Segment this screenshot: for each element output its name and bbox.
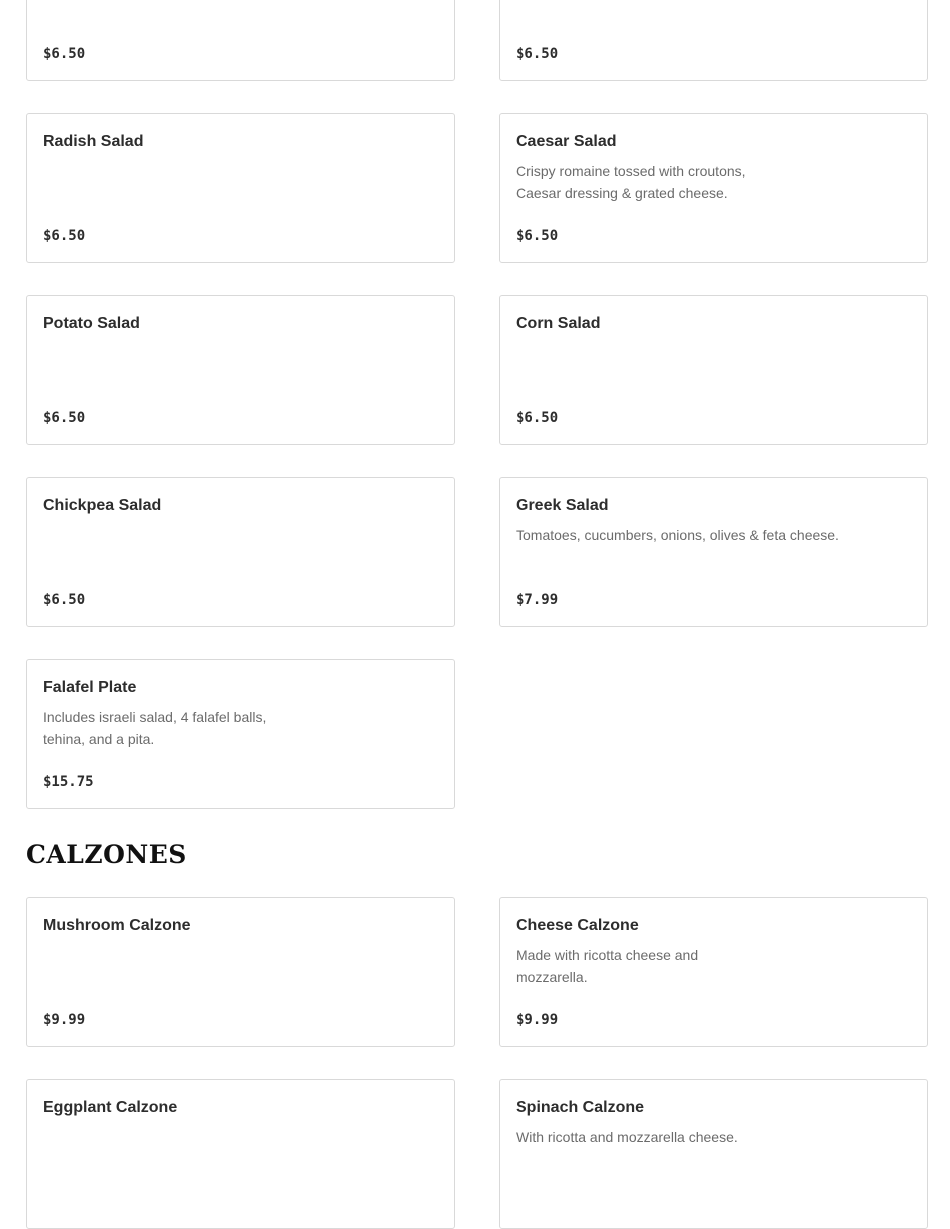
menu-item-corn-salad[interactable] <box>499 295 928 445</box>
item-price: $7.99 <box>516 592 559 608</box>
item-name: Radish Salad <box>43 133 144 150</box>
menu-item-falafel-plate[interactable] <box>26 659 455 809</box>
menu-item-caesar-salad[interactable] <box>499 113 928 263</box>
menu-item-spinach-calzone[interactable] <box>499 1079 928 1229</box>
item-price: $6.50 <box>516 410 559 426</box>
item-name: Corn Salad <box>516 315 601 332</box>
item-price: $6.50 <box>43 46 86 62</box>
item-price: $6.50 <box>516 46 559 62</box>
menu-item-eggplant-calzone[interactable] <box>26 1079 455 1229</box>
item-price: $6.50 <box>43 410 86 426</box>
item-price: $6.50 <box>43 592 86 608</box>
item-name: Eggplant Calzone <box>43 1099 178 1116</box>
item-name: Caesar Salad <box>516 133 617 150</box>
item-price: $9.99 <box>43 1012 86 1028</box>
section-heading-calzones: CALZONES <box>26 840 187 869</box>
item-name: Spinach Calzone <box>516 1099 645 1116</box>
item-name: Cheese Calzone <box>516 917 639 934</box>
menu-item-greek-salad[interactable] <box>499 477 928 627</box>
menu-item-cheese-calzone[interactable] <box>499 897 928 1047</box>
menu-item-potato-salad[interactable] <box>26 295 455 445</box>
item-price: $15.75 <box>43 774 94 790</box>
item-description: Includes israeli salad, 4 falafel balls, tehina, and a pita. <box>43 709 267 747</box>
item-description: With ricotta and mozzarella cheese. <box>516 1129 738 1145</box>
item-name: Greek Salad <box>516 497 609 514</box>
item-price: $6.50 <box>516 228 559 244</box>
menu-item-card[interactable] <box>499 0 928 81</box>
item-name: Potato Salad <box>43 315 140 332</box>
menu-item-mushroom-calzone[interactable] <box>26 897 455 1047</box>
menu-item-radish-salad[interactable] <box>26 113 455 263</box>
item-description: Made with ricotta cheese and mozzarella. <box>516 947 699 985</box>
menu-item-card[interactable] <box>26 0 455 81</box>
item-description: Tomatoes, cucumbers, onions, olives & feta cheese. <box>516 527 839 543</box>
item-name: Mushroom Calzone <box>43 917 191 934</box>
item-price: $9.99 <box>516 1012 559 1028</box>
item-name: Falafel Plate <box>43 679 137 696</box>
item-description: Crispy romaine tossed with croutons, Caesar dressing & grated cheese. <box>516 163 746 201</box>
item-price: $6.50 <box>43 228 86 244</box>
item-name: Chickpea Salad <box>43 497 162 514</box>
menu-item-chickpea-salad[interactable] <box>26 477 455 627</box>
